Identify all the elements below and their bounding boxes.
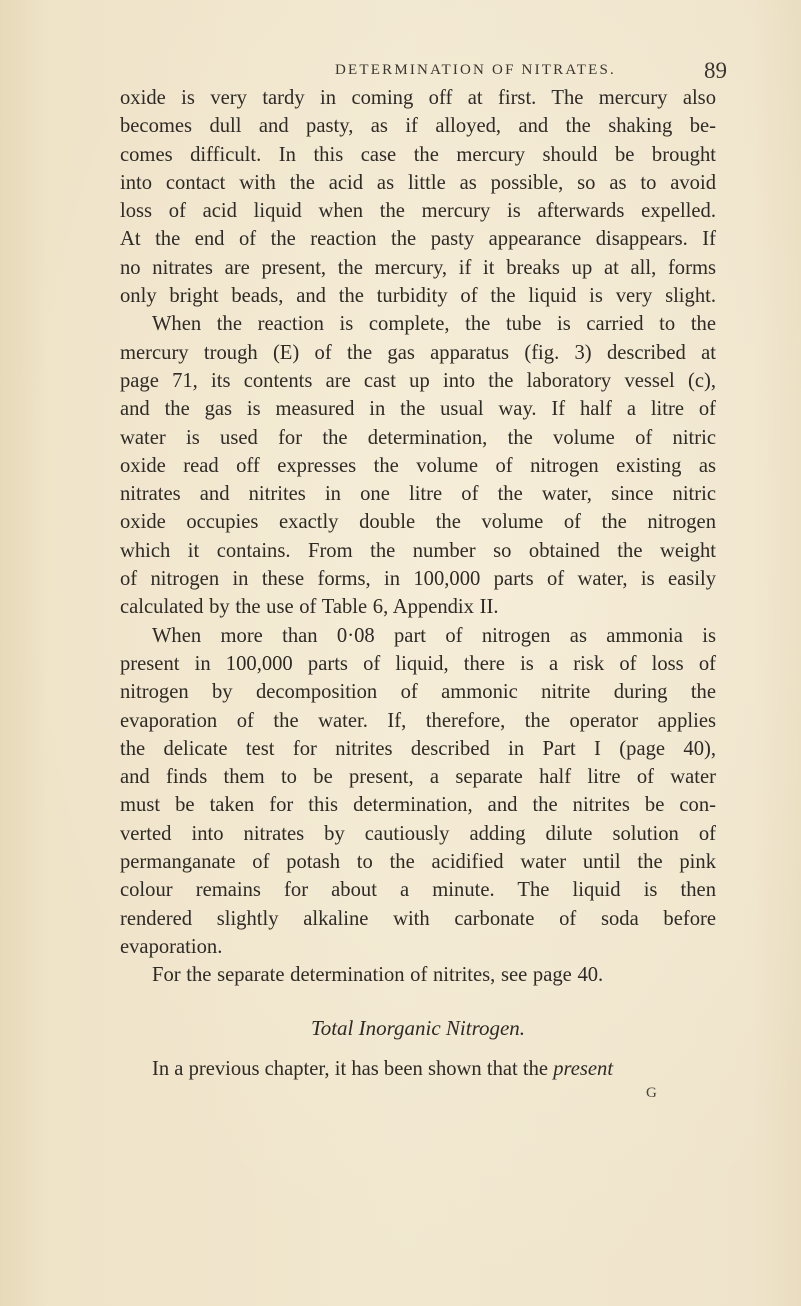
text-line: loss of acid liquid when the mercury is afterwards expelled. xyxy=(120,200,716,223)
section-heading: Total Inorganic Nitrogen. xyxy=(310,1016,526,1040)
text-line: evaporation of the water. If, therefore, the operator applies xyxy=(120,709,716,732)
text-line: At the end of the reaction the pasty appearance disappears. If xyxy=(120,228,716,251)
text-line: permanganate of potash to the acidified water until the pink xyxy=(120,851,716,874)
text-line: which it contains. From the number so obtained the weight xyxy=(120,539,716,562)
text-line: must be taken for this determination, and the nitrites be con- xyxy=(120,794,716,817)
text-line: and the gas is measured in the usual way. If half a litre of xyxy=(120,398,716,421)
signature-mark: G xyxy=(646,1085,657,1101)
final-paragraph xyxy=(120,1055,716,1083)
text-line: oxide occupies exactly double the volume of the nitrogen xyxy=(120,511,716,534)
page-number: 89 xyxy=(704,58,727,83)
text-line: comes difficult. In this case the mercury should be brought xyxy=(120,143,716,166)
text-line: calculated by the use of Table 6, Appendix II. xyxy=(120,596,499,619)
text-line: becomes dull and pasty, as if alloyed, and the shaking be- xyxy=(120,115,716,138)
text-line: and finds them to be present, a separate half litre of water xyxy=(120,766,716,789)
running-head-title: DETERMINATION OF NITRATES. xyxy=(335,62,616,78)
text-line: For the separate determination of nitrites, see page 40. xyxy=(152,964,604,987)
body-text xyxy=(120,84,716,990)
text-line: page 71, its contents are cast up into the laboratory vessel (c), xyxy=(120,369,716,392)
text-line: nitrogen by decomposition of ammonic nitrite during the xyxy=(120,681,716,704)
text-line: When the reaction is complete, the tube is carried to the xyxy=(152,313,716,336)
text-line: When more than 0·08 part of nitrogen as ammonia is xyxy=(152,624,716,647)
text-line: into contact with the acid as little as possible, so as to avoid xyxy=(120,171,716,194)
text-line: verted into nitrates by cautiously adding dilute solution of xyxy=(120,822,716,845)
text-line: nitrates and nitrites in one litre of the water, since nitric xyxy=(120,483,716,506)
final-line-text: In a previous chapter, it has been shown that the xyxy=(152,1058,554,1080)
text-line: evaporation. xyxy=(120,935,223,958)
text-line xyxy=(120,1055,716,1083)
text-line: oxide read off expresses the volume of nitrogen existing as xyxy=(120,454,716,477)
text-line: water is used for the determination, the volume of nitric xyxy=(120,426,716,449)
text-line: no nitrates are present, the mercury, if it breaks up at all, forms xyxy=(120,256,716,279)
text-line: of nitrogen in these forms, in 100,000 parts of water, is easily xyxy=(120,568,716,591)
text-line: mercury trough (E) of the gas apparatus (fig. 3) described at xyxy=(120,341,716,364)
final-line-italic: present xyxy=(553,1058,614,1080)
text-line: colour remains for about a minute. The liquid is then xyxy=(120,879,716,902)
text-line: rendered slightly alkaline with carbonate of soda before xyxy=(120,907,716,930)
text-line: the delicate test for nitrites described in Part I (page 40), xyxy=(120,737,716,760)
text-line: oxide is very tardy in coming off at first. The mercury also xyxy=(120,87,716,109)
text-line: only bright beads, and the turbidity of the liquid is very slight. xyxy=(120,285,716,308)
text-line: present in 100,000 parts of liquid, there is a risk of loss of xyxy=(120,652,716,675)
